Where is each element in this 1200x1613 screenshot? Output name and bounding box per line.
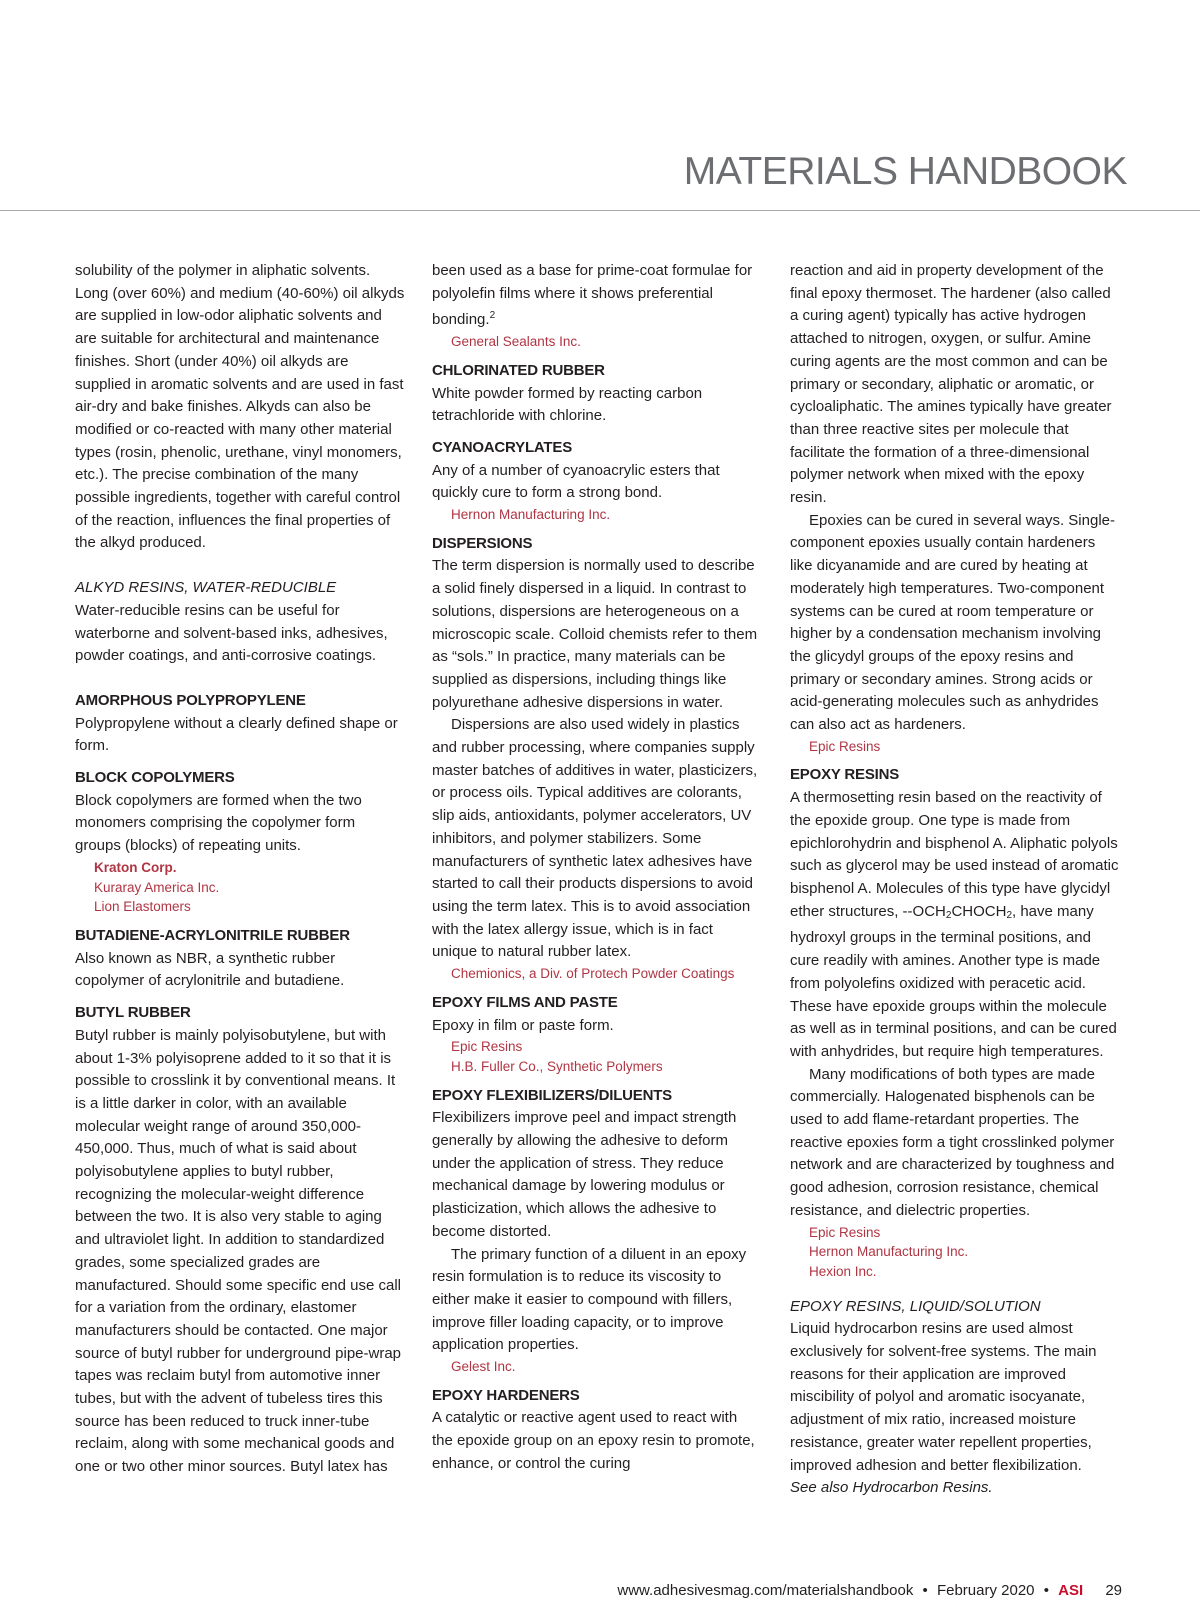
paragraph: A catalytic or reactive agent used to react with the epoxide group on an epoxy resin to promote, enhance, or control the curing — [432, 1409, 755, 1472]
supplier-link[interactable]: Epic Resins — [809, 1224, 881, 1240]
subscript: 2 — [1006, 909, 1012, 921]
paragraph: Liquid hydrocarbon resins are used almost exclusively for solvent-free systems. The main reasons for their application are improved miscibility of polyol and aromatic isocyanate, adjustment of mix ratio, increased moisture resistance, greater water repellent properties, improved adhesion and better flexibilization. — [790, 1320, 1097, 1474]
see-also: See also Hydrocarbon Resins. — [790, 1479, 993, 1497]
paragraph: Epoxies can be cured in several ways. Single-component epoxies usually contain hardeners like dicyanamide and are cured by heating at moderately high temperatures. Two-component systems can be cured at room temperature or higher by a condensation mechanism involving the glicydyl groups of the epoxy resins and primary or secondary amines. Strong acids or acid-generating molecules such as anhydrides can also act as hardeners. — [790, 511, 1115, 734]
paragraph: Butyl rubber is mainly polyisobutylene, but with about 1-3% polyisoprene added to it so that it is possible to crosslink it by conventional means. It is a little darker in color, with an available molecular weight range of around 350,000-450,000. Thus, much of what is said about polyisobutylene applies to butyl rubber, recognizing the molecular-weight difference between the two. It is also very stable to aging and ultraviolet light. In addition to standardized grades, some specialized grades are manufactured. Should some specific end use call for a variation from the ordinary, elastomer manufacturers should be contacted. One major source of butyl rubber for underground pipe-wrap tapes was reclaim butyl from automotive inner tubes, but with the advent of tubeless tires this source has been reduced to truck inner-tube reclaim, along with some mechanical goods and one or two other minor sources. Butyl latex has — [75, 1026, 402, 1476]
paragraph: Also known as NBR, a synthetic rubber copolymer of acrylonitrile and butadiene. — [75, 949, 345, 990]
paragraph: Block copolymers are formed when the two monomers comprising the copolymer form groups (blocks) of repeating units. — [75, 791, 362, 855]
section-heading: EPOXY HARDENERS — [432, 1386, 580, 1404]
section-heading: CYANOACRYLATES — [432, 438, 572, 456]
supplier-link[interactable]: Kuraray America Inc. — [94, 879, 220, 895]
supplier-list — [451, 505, 762, 525]
footer-bullet: • — [1043, 1582, 1049, 1599]
footer-url[interactable]: www.adhesivesmag.com/materialshandbook — [617, 1582, 914, 1599]
supplier-link[interactable]: Epic Resins — [809, 738, 881, 754]
section-heading: ALKYD RESINS, WATER-REDUCIBLE — [75, 579, 337, 597]
paragraph-text: A thermosetting resin based on the reactivity of the epoxide group. One type is made from epichlorohydrin and bisphenol A. Aliphatic polyols such as glycerol may be used instead of aromatic bisphenol A. Molecules of this type have glycidyl ether structures, --OCH — [790, 789, 1119, 920]
page-number: 29 — [1105, 1582, 1122, 1599]
supplier-list — [809, 1223, 1120, 1282]
supplier-list — [809, 737, 1120, 757]
supplier-list — [451, 1037, 762, 1076]
page-title: MATERIALS HANDBOOK — [683, 150, 1127, 193]
supplier-link[interactable]: H.B. Fuller Co., Synthetic Polymers — [451, 1058, 663, 1074]
section-heading: EPOXY FLEXIBILIZERS/DILUENTS — [432, 1086, 672, 1104]
footer-date: February 2020 — [936, 1582, 1035, 1599]
paragraph: The term dispersion is normally used to describe a solid finely dispersed in a liquid. In contrast to solutions, dispersions are heterogeneous on a microscopic scale. Colloid chemists refer to them as “sols.” In practice, many materials can be supplied as dispersions, including things like polyurethane adhesive dispersions in water. — [432, 557, 758, 711]
section-heading: EPOXY RESINS — [790, 766, 900, 784]
supplier-link[interactable]: Gelest Inc. — [451, 1359, 516, 1375]
section-heading: BUTYL RUBBER — [75, 1004, 191, 1022]
supplier-link[interactable]: Hernon Manufacturing Inc. — [809, 1244, 969, 1260]
section-heading: EPOXY RESINS, LIQUID/SOLUTION — [790, 1297, 1041, 1315]
footnote-ref: 2 — [489, 310, 496, 322]
supplier-list — [451, 332, 762, 352]
paragraph — [432, 260, 762, 332]
paragraph: reaction and aid in property development of the final epoxy thermoset. The hardener (also called a curing agent) typically has active hydrogen attached to nitrogen, oxygen, or sulfur. Amine curing agents are the most common and can be primary or secondary, aliphatic or aromatic, or cycloaliphatic. The amines typically have greater than three reactive sites per molecule that facilitate the formation of a three-dimensional polymer network when mixed with the epoxy resin. — [790, 262, 1112, 507]
column-1 — [75, 260, 405, 1479]
supplier-link[interactable]: Hernon Manufacturing Inc. — [451, 507, 611, 523]
section-heading: BUTADIENE-ACRYLONITRILE RUBBER — [75, 926, 350, 944]
paragraph-text: been used as a base for prime-coat formulae for polyolefin films where it shows preferential bonding. — [432, 262, 753, 329]
paragraph: solubility of the polymer in aliphatic solvents. Long (over 60%) and medium (40-60%) oil alkyds are supplied in low-odor aliphatic solvents and are suitable for architectural and maintenance finishes. Short (under 40%) oil alkyds are supplied in aromatic solvents and are used in fast air-dry and bake finishes. Alkyds can also be modified or co-reacted with many other material types (rosin, phenolic, urethane, vinyl monomers, etc.). The precise combination of the many possible ingredients, together with careful control of the reaction, influences the final properties of the alkyd produced. — [75, 262, 405, 552]
supplier-list — [94, 858, 405, 917]
paragraph: Many modifications of both types are made commercially. Halogenated bisphenols can be used to add flame-retardant properties. The reactive epoxies form a tight crosslinked polymer network and are characterized by toughness and good adhesion, corrosion resistance, chemical resistance, and dielectric properties. — [790, 1065, 1115, 1219]
section-heading: CHLORINATED RUBBER — [432, 361, 605, 379]
paragraph: Polypropylene without a clearly defined shape or form. — [75, 714, 398, 755]
section-heading: DISPERSIONS — [432, 534, 533, 552]
paragraph-text: , have many hydroxyl groups in the terminal positions, and cure readily with amines. Another type is made from polyolefins oxidized with peracetic acid. These have epoxide groups within the molecule as well as in terminal positions, and can be cured with anhydrides, but require high temperatures. — [790, 902, 1117, 1060]
supplier-link[interactable]: Hexion Inc. — [809, 1263, 877, 1279]
supplier-link[interactable]: General Sealants Inc. — [451, 334, 581, 350]
paragraph — [790, 787, 1120, 1063]
supplier-list — [451, 964, 762, 984]
paragraph: White powder formed by reacting carbon tetrachloride with chlorine. — [432, 384, 703, 425]
paragraph: Flexibilizers improve peel and impact strength generally by allowing the adhesive to deform under the application of stress. They reduce mechanical damage by lowering modulus or plasticization, which allows the adhesive to become distorted. — [432, 1109, 737, 1240]
supplier-link[interactable]: Lion Elastomers — [94, 899, 191, 915]
page-footer — [617, 1582, 1122, 1599]
supplier-link[interactable]: Kraton Corp. — [94, 859, 177, 875]
supplier-list — [451, 1357, 762, 1377]
section-heading: AMORPHOUS POLYPROPYLENE — [75, 691, 306, 709]
supplier-link[interactable]: Epic Resins — [451, 1039, 523, 1055]
footer-brand: ASI — [1058, 1582, 1084, 1599]
section-heading: BLOCK COPOLYMERS — [75, 769, 235, 787]
paragraph: The primary function of a diluent in an epoxy resin formulation is to reduce its viscosity to either make it easier to compound with fillers, improve filler loading capacity, or to improve application properties. — [432, 1245, 747, 1354]
paragraph: Dispersions are also used widely in plastics and rubber processing, where companies supply master batches of additives in water, plasticizers, or process oils. Typical additives are colorants, slip aids, antioxidants, polymer accelerators, UV inhibitors, and polymer stabilizers. Some manufacturers of synthetic latex adhesives have started to call their products dispersions to avoid using the term latex. This is to avoid association with the latex allergy issue, which is in fact unique to natural rubber latex. — [432, 716, 758, 961]
paragraph: Any of a number of cyanoacrylic esters that quickly cure to form a strong bond. — [432, 461, 720, 502]
subscript: 2 — [945, 909, 952, 921]
column-2 — [432, 260, 762, 1476]
paragraph: Water-reducible resins can be useful for waterborne and solvent-based inks, adhesives, powder coatings, and anti-corrosive coatings. — [75, 601, 388, 665]
paragraph-text: CHOCH — [951, 902, 1007, 920]
section-heading: EPOXY FILMS AND PASTE — [432, 993, 618, 1011]
footer-bullet: • — [922, 1582, 928, 1599]
supplier-link[interactable]: Chemionics, a Div. of Protech Powder Coatings — [451, 966, 735, 982]
column-3 — [790, 260, 1120, 1500]
page-header — [0, 150, 1200, 211]
paragraph: Epoxy in film or paste form. — [432, 1016, 614, 1034]
